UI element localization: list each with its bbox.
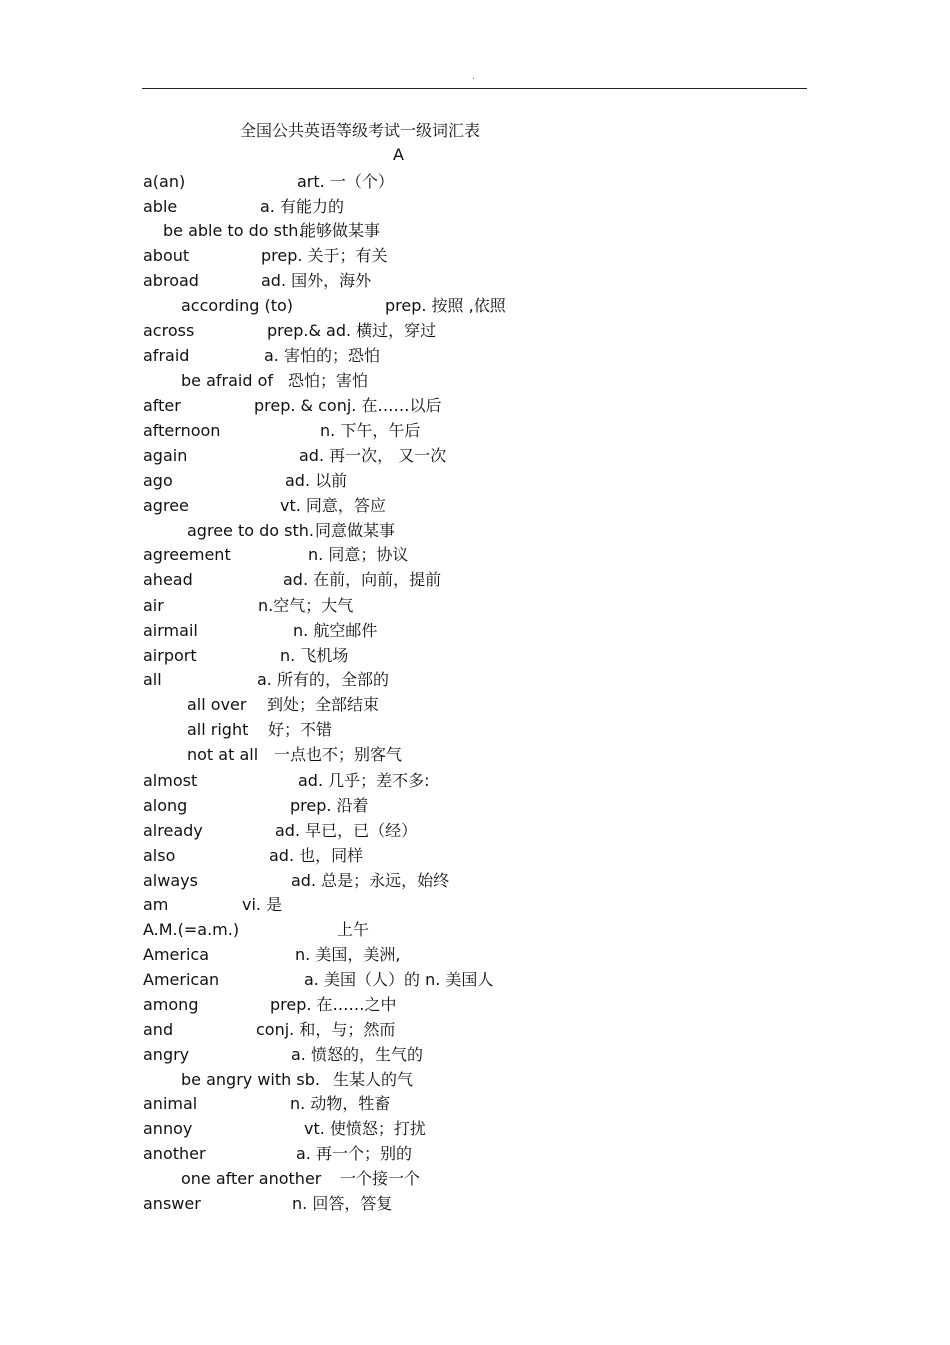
entry-word: about (143, 246, 190, 265)
entry-word: annoy (143, 1119, 193, 1138)
entry-definition: 恐怕；害怕 (288, 371, 369, 390)
entry-definition: 好；不错 (268, 720, 333, 739)
entry-word: not at all (187, 745, 259, 764)
entry-word: be angry with sb. (181, 1070, 320, 1089)
entry-word: one after another (181, 1169, 322, 1188)
entry-definition: n. 美国，美洲, (295, 945, 401, 964)
entry-definition: prep. 沿着 (290, 796, 369, 815)
entry-word: be afraid of (181, 371, 274, 390)
entry-word: am (143, 895, 169, 914)
vocab-entry (0, 1093, 950, 1115)
entry-definition: ad. 几乎；差不多: (298, 771, 430, 790)
entry-definition: a. 再一个；别的 (296, 1144, 412, 1163)
vocab-entry (0, 894, 950, 916)
entry-definition: n.空气；大气 (258, 596, 354, 615)
vocab-entry (0, 719, 950, 741)
entry-word: across (143, 321, 195, 340)
entry-word: all right (187, 720, 249, 739)
entry-definition: a. 所有的，全部的 (257, 670, 389, 689)
vocab-entry (0, 1168, 950, 1190)
entry-definition: n. 下午，午后 (320, 421, 421, 440)
entry-definition: n. 同意；协议 (308, 545, 409, 564)
vocab-entry (0, 1118, 950, 1140)
entry-word: along (143, 796, 188, 815)
entry-word: almost (143, 771, 198, 790)
entry-word: ahead (143, 570, 193, 589)
vocab-entry (0, 645, 950, 667)
vocab-entry (0, 520, 950, 542)
entry-definition: a. 害怕的；恐怕 (264, 346, 380, 365)
vocab-entry (0, 495, 950, 517)
entry-word: another (143, 1144, 206, 1163)
vocab-entry (0, 1019, 950, 1041)
entry-definition: n. 航空邮件 (293, 621, 378, 640)
entry-definition: 到处；全部结束 (267, 695, 380, 714)
entry-word: answer (143, 1194, 201, 1213)
header-dot: . (472, 72, 475, 82)
vocab-entry (0, 544, 950, 566)
entry-word: be able to do sth. (163, 221, 304, 240)
entry-word: according (to) (181, 296, 294, 315)
entry-definition: prep. 关于；有关 (261, 246, 388, 265)
vocab-entry (0, 220, 950, 242)
entry-definition: vt. 使愤怒；打扰 (304, 1119, 426, 1138)
entry-definition: conj. 和，与；然而 (256, 1020, 396, 1039)
vocab-entry (0, 820, 950, 842)
vocab-entry (0, 994, 950, 1016)
entry-word: ago (143, 471, 173, 490)
entry-definition: 上午 (337, 920, 370, 939)
vocab-entry (0, 270, 950, 292)
entry-word: agreement (143, 545, 231, 564)
vocab-entry (0, 295, 950, 317)
entry-word: already (143, 821, 203, 840)
entry-definition: prep. 在……之中 (270, 995, 397, 1014)
vocab-entry (0, 395, 950, 417)
vocab-entry (0, 919, 950, 941)
page-title: 全国公共英语等级考试一级词汇表 (240, 121, 481, 140)
vocab-entry (0, 445, 950, 467)
vocab-entry (0, 171, 950, 193)
vocab-entry (0, 595, 950, 617)
entry-word: agree (143, 496, 189, 515)
entry-definition: vi. 是 (242, 895, 283, 914)
entry-definition: n. 回答，答复 (292, 1194, 393, 1213)
vocab-entry (0, 196, 950, 218)
entry-definition: n. 动物，牲畜 (290, 1094, 391, 1113)
entry-definition: 一点也不；别客气 (274, 745, 403, 764)
entry-definition: ad. 总是；永远，始终 (291, 871, 450, 890)
entry-definition: a. 愤怒的，生气的 (291, 1045, 423, 1064)
entry-definition: 能够做某事 (300, 221, 381, 240)
entry-definition: ad. 在前，向前，提前 (283, 570, 442, 589)
entry-word: A.M.(=a.m.) (143, 920, 240, 939)
vocab-entry (0, 345, 950, 367)
header-rule (142, 88, 807, 89)
vocab-entry (0, 420, 950, 442)
entry-definition: ad. 也，同样 (269, 846, 364, 865)
entry-definition: a. 美国（人）的 n. 美国人 (304, 970, 494, 989)
vocab-entry (0, 620, 950, 642)
entry-word: America (143, 945, 209, 964)
vocab-entry (0, 694, 950, 716)
entry-definition: ad. 以前 (285, 471, 348, 490)
entry-word: also (143, 846, 176, 865)
vocab-entry (0, 870, 950, 892)
entry-definition: art. 一（个） (297, 172, 394, 191)
entry-word: after (143, 396, 181, 415)
entry-word: angry (143, 1045, 190, 1064)
entry-word: afraid (143, 346, 190, 365)
entry-word: airmail (143, 621, 198, 640)
entry-word: all (143, 670, 162, 689)
vocab-entry (0, 320, 950, 342)
vocab-entry (0, 1193, 950, 1215)
vocab-entry (0, 770, 950, 792)
entry-word: among (143, 995, 199, 1014)
entry-word: all over (187, 695, 247, 714)
entry-word: a(an) (143, 172, 186, 191)
vocab-entry (0, 845, 950, 867)
entry-word: agree to do sth. (187, 521, 314, 540)
entry-word: always (143, 871, 198, 890)
entry-word: afternoon (143, 421, 221, 440)
entry-word: airport (143, 646, 197, 665)
vocab-entry (0, 944, 950, 966)
entry-definition: prep. 按照 ,依照 (385, 296, 506, 315)
vocab-entry (0, 569, 950, 591)
entry-definition: prep.& ad. 横过，穿过 (267, 321, 437, 340)
vocab-entry (0, 1069, 950, 1091)
entry-definition: 生某人的气 (333, 1070, 414, 1089)
vocab-entry (0, 1143, 950, 1165)
entry-definition: 一个接一个 (340, 1169, 421, 1188)
entry-definition: vt. 同意，答应 (280, 496, 386, 515)
entry-definition: n. 飞机场 (280, 646, 349, 665)
vocab-entry (0, 1044, 950, 1066)
entry-word: again (143, 446, 188, 465)
entry-word: abroad (143, 271, 199, 290)
entry-definition: ad. 国外，海外 (261, 271, 372, 290)
entry-word: able (143, 197, 178, 216)
entry-definition: a. 有能力的 (260, 197, 344, 216)
entry-definition: ad. 再一次， 又一次 (299, 446, 447, 465)
vocab-entry (0, 669, 950, 691)
entry-word: and (143, 1020, 174, 1039)
vocab-entry (0, 370, 950, 392)
vocab-entry (0, 969, 950, 991)
section-letter: A (393, 145, 404, 164)
vocab-entry (0, 245, 950, 267)
entry-word: air (143, 596, 164, 615)
entry-definition: 同意做某事 (315, 521, 396, 540)
entry-word: American (143, 970, 220, 989)
vocab-entry (0, 744, 950, 766)
vocab-entry (0, 470, 950, 492)
entry-definition: prep. & conj. 在……以后 (254, 396, 442, 415)
entry-word: animal (143, 1094, 198, 1113)
vocab-entry (0, 795, 950, 817)
entry-definition: ad. 早已，已（经） (275, 821, 418, 840)
